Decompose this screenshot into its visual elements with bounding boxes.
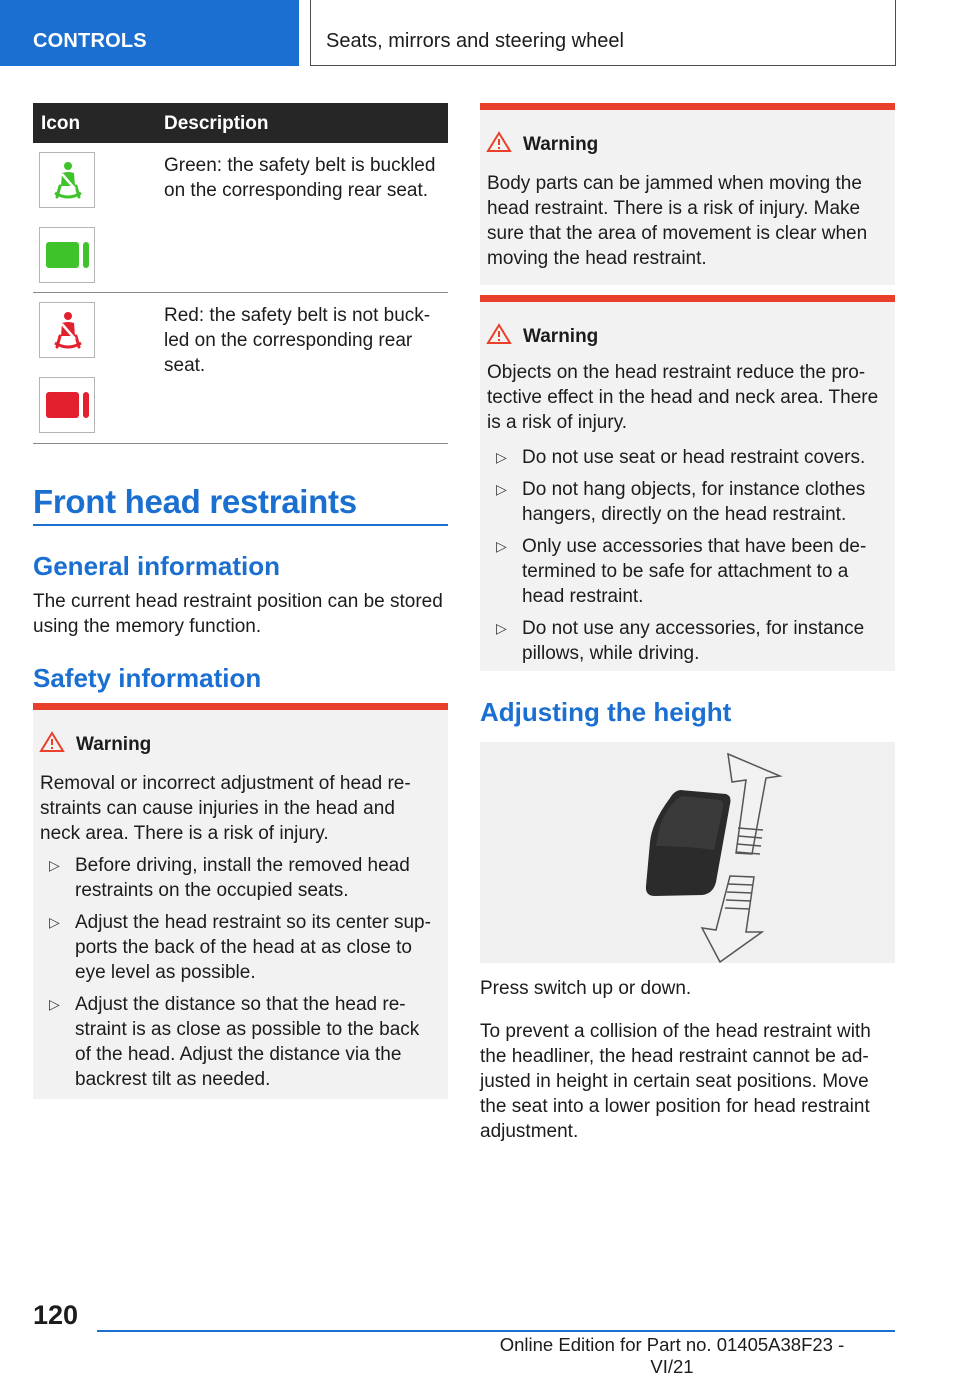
list-item-text: Adjust the head restraint so its center sup-ports the back of the head at as close to eye level as possible.: [75, 912, 431, 983]
list-item-text: Do not use seat or head restraint covers.: [522, 447, 866, 468]
list-item: [487, 616, 887, 666]
safety-info-heading: Safety information: [33, 663, 262, 693]
list-item-text: Adjust the distance so that the head re-straint is as close as possible to the back of the head. Adjust the distance via the backrest tilt as needed.: [75, 994, 420, 1090]
warning-box: [33, 703, 448, 1099]
head-restraint-switch-image: [480, 742, 895, 963]
warning-title-text: Warning: [523, 326, 599, 347]
title-rule: [33, 524, 448, 526]
bullet-triangle-icon: ▷: [49, 857, 60, 873]
column-header-description: Description: [164, 113, 269, 134]
chapter-title: Seats, mirrors and steering wheel: [326, 30, 624, 52]
table-row: [33, 293, 448, 444]
page-title: Front head restraints: [33, 483, 357, 520]
list-item-text: Do not use any accessories, for instance pillows, while driving.: [522, 618, 865, 664]
bullet-triangle-icon: ▷: [496, 449, 507, 465]
warning-title-text: Warning: [76, 734, 152, 755]
general-info-heading: General information: [33, 551, 281, 581]
warning-box: [480, 103, 895, 285]
warning-title: [40, 732, 151, 758]
warning-triangle-icon: [40, 732, 64, 758]
footer-rule: [97, 1330, 895, 1332]
warning-title-text: Warning: [523, 134, 599, 155]
chapter-header: [310, 0, 896, 66]
warning-box: [480, 295, 895, 671]
bullet-triangle-icon: ▷: [496, 620, 507, 636]
rear-seat-green-icon: [39, 227, 95, 283]
bullet-triangle-icon: ▷: [49, 996, 60, 1012]
list-item: [40, 992, 440, 1092]
section-title: CONTROLS: [33, 30, 147, 52]
adjusting-text: To prevent a collision of the head restraint with the headliner, the head restraint cannot be ad-justed in height in certain seat positions. Move the seat into a lower position for head restraint adjustment.: [480, 1021, 871, 1142]
warning-list: [40, 853, 440, 1099]
seatbelt-green-icon: [39, 152, 95, 208]
bullet-triangle-icon: ▷: [496, 538, 507, 554]
row-description: Red: the safety belt is not buck-led on the corresponding rear seat.: [164, 305, 431, 376]
rear-seat-red-icon: [39, 377, 95, 433]
indicator-table: [33, 103, 448, 444]
warning-title: [487, 324, 598, 350]
edition-note: Online Edition for Part no. 01405A38F23 - VI/21: [499, 1334, 845, 1377]
warning-text: Objects on the head restraint reduce the pro-tective effect in the head and neck area. There is a risk of injury.: [487, 362, 879, 433]
section-tab: [0, 0, 299, 66]
general-info-text: The current head restraint position can be stored using the memory function.: [33, 591, 443, 637]
table-row: [33, 143, 448, 293]
column-header-icon: Icon: [41, 113, 81, 134]
adjusting-height-heading: Adjusting the height: [480, 697, 732, 727]
table-header-row: [33, 103, 448, 143]
bullet-triangle-icon: ▷: [49, 914, 60, 930]
seatbelt-red-icon: [39, 302, 95, 358]
list-item: [487, 445, 887, 470]
adjusting-caption: Press switch up or down.: [480, 978, 692, 999]
list-item-text: Only use accessories that have been de-termined to be safe for attachment to a head restraint.: [522, 536, 867, 607]
warning-triangle-icon: [487, 132, 511, 158]
warning-text: Removal or incorrect adjustment of head re-straints can cause injuries in the head and neck area. There is a risk of injury.: [40, 773, 411, 844]
warning-title: [487, 132, 598, 158]
list-item-text: Before driving, install the removed head restraints on the occupied seats.: [75, 855, 410, 901]
list-item: [487, 477, 887, 527]
warning-triangle-icon: [487, 324, 511, 350]
list-item: [487, 534, 887, 609]
warning-list: [487, 445, 887, 673]
bullet-triangle-icon: ▷: [496, 481, 507, 497]
list-item: [40, 853, 440, 903]
row-description: Green: the safety belt is buckled on the corresponding rear seat.: [164, 155, 436, 201]
list-item: [40, 910, 440, 985]
page-number: 120: [33, 1300, 79, 1330]
list-item-text: Do not hang objects, for instance clothes hangers, directly on the head restraint.: [522, 479, 866, 525]
warning-text: Body parts can be jammed when moving the head restraint. There is a risk of injury. Make sure that the area of movement is clear when moving the head restraint.: [487, 173, 868, 269]
